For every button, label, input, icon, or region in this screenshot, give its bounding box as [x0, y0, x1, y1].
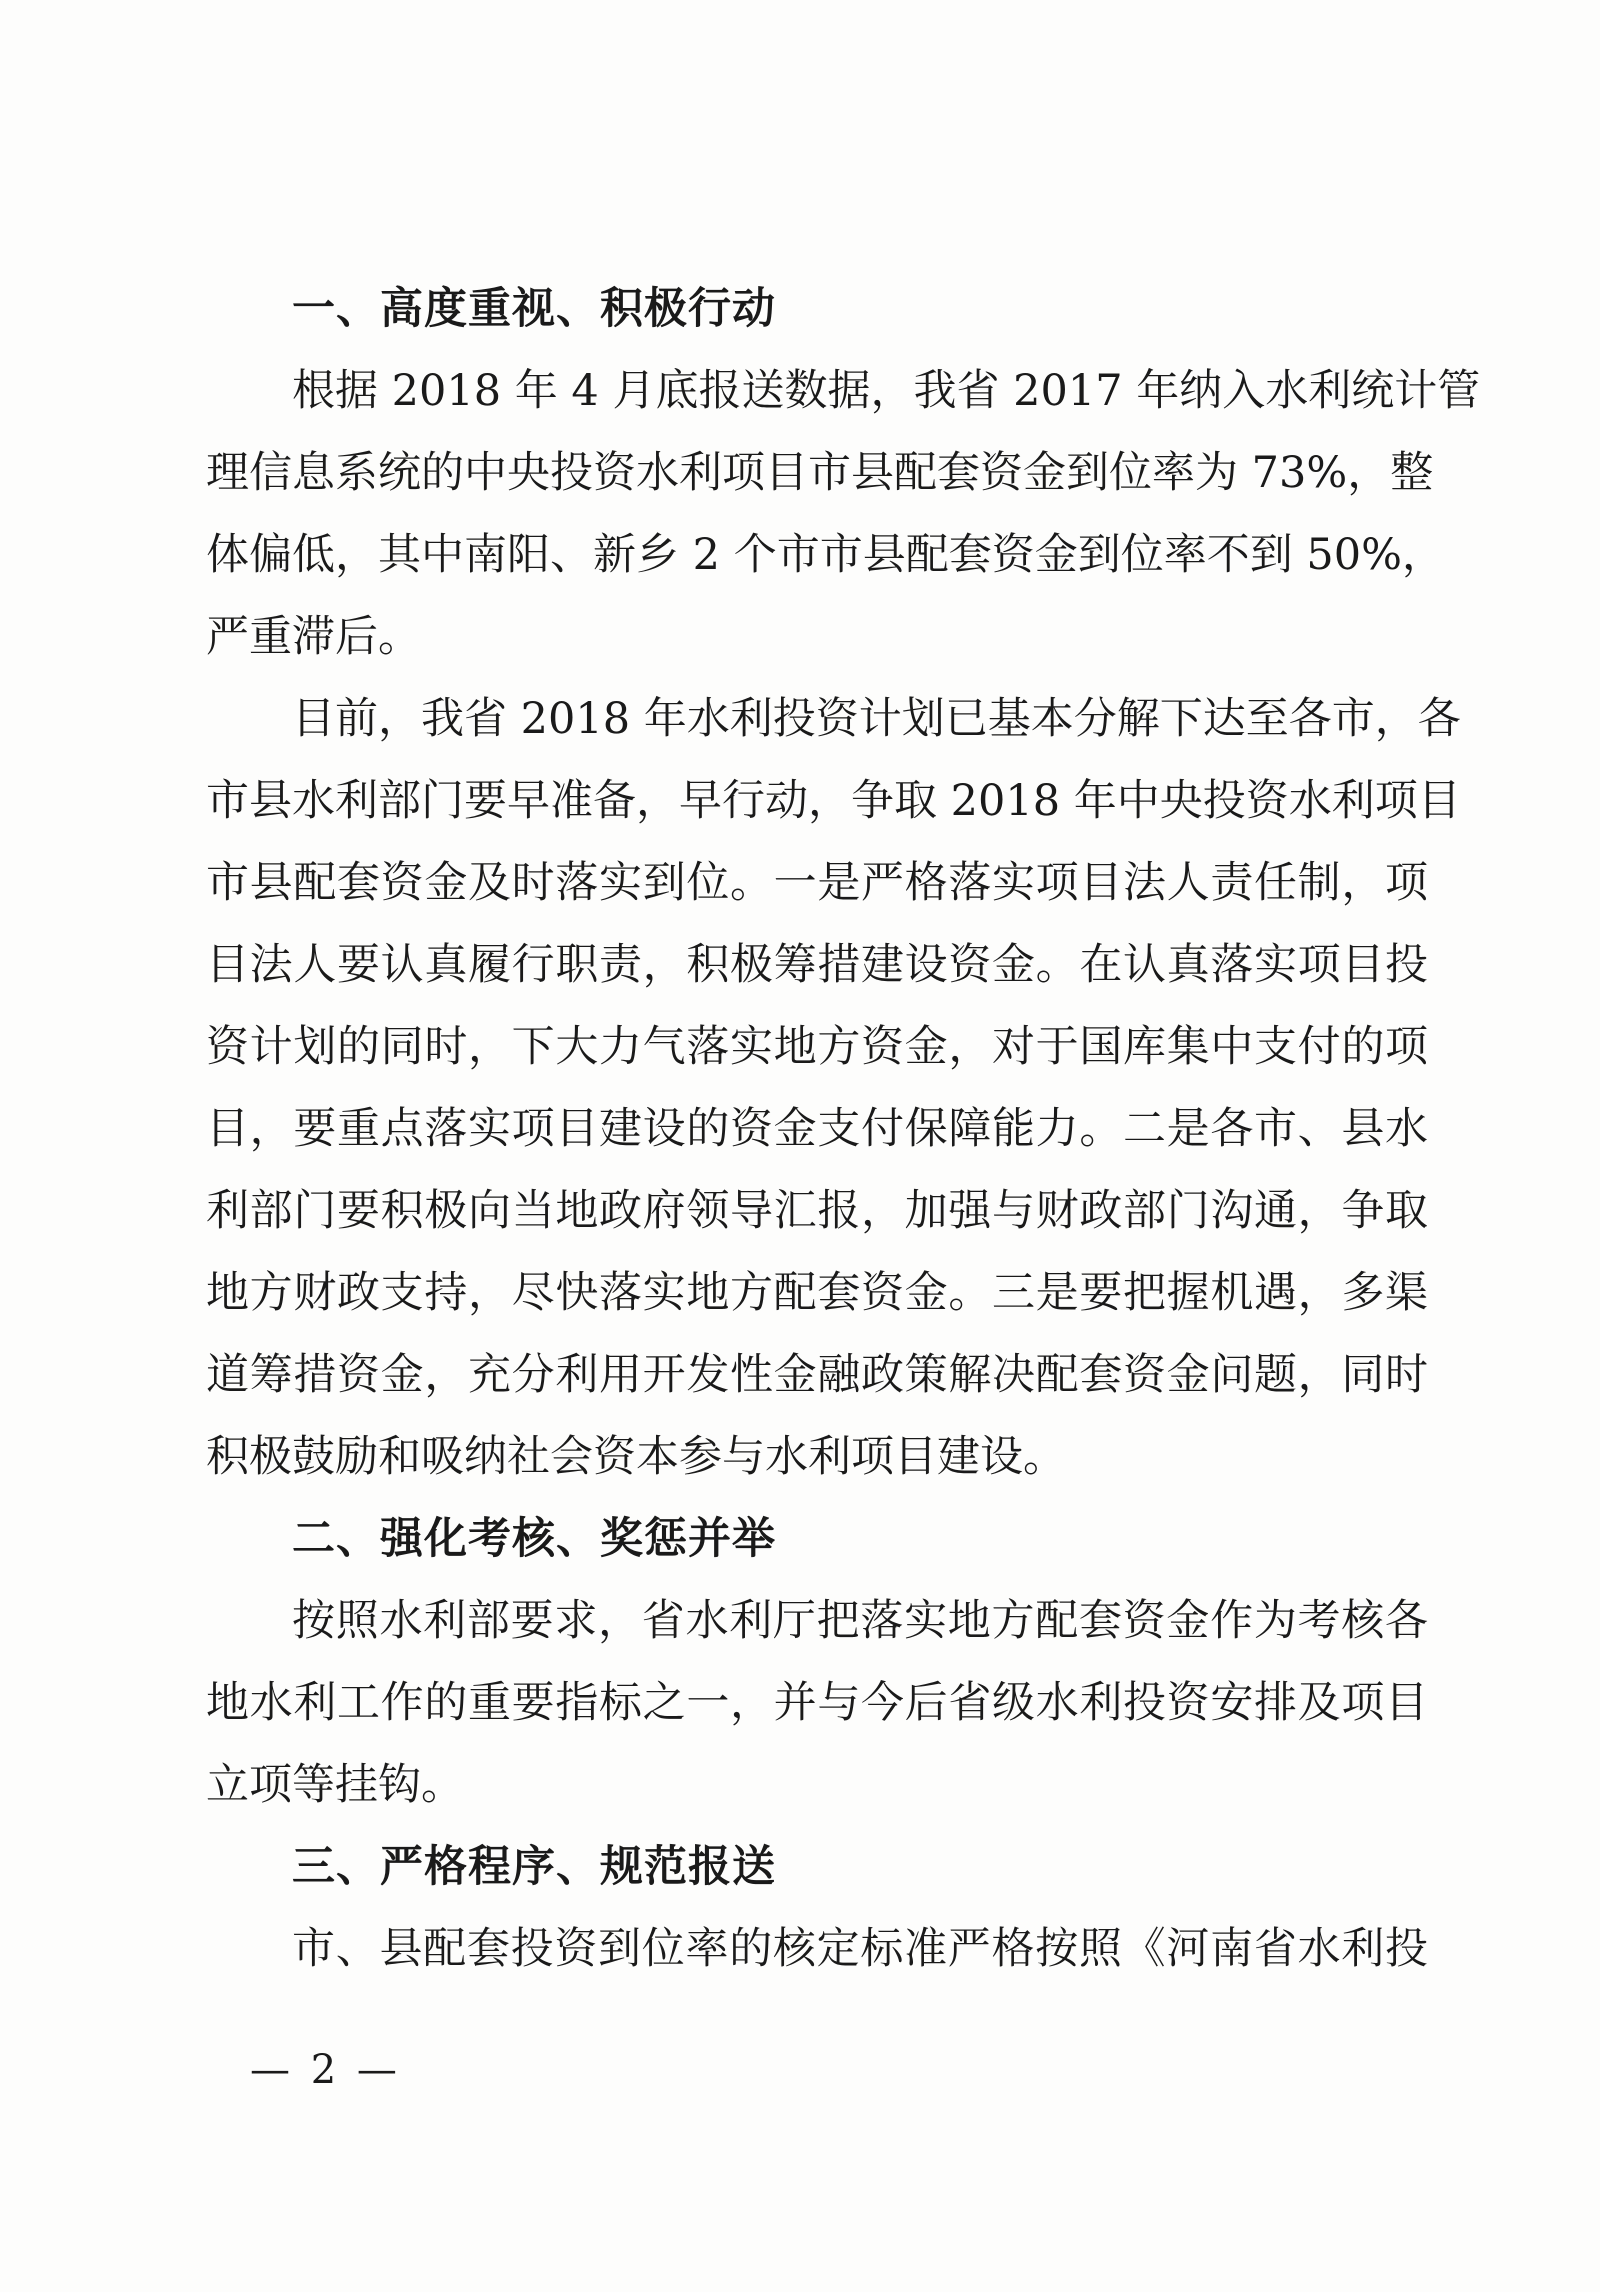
paragraph-line: 目前，我省 2018 年水利投资计划已基本分解下达至各市，各 — [292, 694, 1461, 744]
paragraph-line: 按照水利部要求，省水利厅把落实地方配套资金作为考核各 — [292, 1596, 1428, 1646]
paragraph-4 — [206, 1908, 1428, 1990]
paragraph-line: 利部门要积极向当地政府领导汇报，加强与财政部门沟通，争取 — [206, 1186, 1428, 1236]
paragraph-line: 道筹措资金，充分利用开发性金融政策解决配套资金问题，同时 — [206, 1350, 1428, 1400]
page-number: — 2 — — [250, 2047, 401, 2093]
paragraph-line: 积极鼓励和吸纳社会资本参与水利项目建设。 — [206, 1432, 1066, 1482]
paragraph-line: 根据 2018 年 4 月底报送数据，我省 2017 年纳入水利统计管 — [292, 366, 1481, 416]
paragraph-line: 严重滞后。 — [206, 612, 421, 662]
section-heading-2: 二、强化考核、奖惩并举 — [292, 1514, 776, 1564]
paragraph-line: 立项等挂钩。 — [206, 1760, 464, 1810]
paragraph-3 — [206, 1580, 1428, 1826]
paragraph-line: 体偏低，其中南阳、新乡 2 个市市县配套资金到位率不到 50%， — [206, 530, 1445, 580]
paragraph-line: 市、县配套投资到位率的核定标准严格按照《河南省水利投 — [292, 1924, 1428, 1974]
paragraph-line: 资计划的同时，下大力气落实地方资金，对于国库集中支付的项 — [206, 1022, 1428, 1072]
paragraph-line: 市县配套资金及时落实到位。一是严格落实项目法人责任制，项 — [206, 858, 1428, 908]
paragraph-1 — [206, 350, 1481, 678]
document-body — [206, 268, 1481, 1990]
paragraph-2 — [206, 678, 1461, 1498]
paragraph-line: 理信息系统的中央投资水利项目市县配套资金到位率为 73%，整 — [206, 448, 1434, 498]
section-heading-3: 三、严格程序、规范报送 — [292, 1842, 776, 1892]
paragraph-line: 地水利工作的重要指标之一，并与今后省级水利投资安排及项目 — [206, 1678, 1428, 1728]
section-heading-1: 一、高度重视、积极行动 — [292, 284, 776, 334]
paragraph-line: 目，要重点落实项目建设的资金支付保障能力。二是各市、县水 — [206, 1104, 1428, 1154]
paragraph-line: 目法人要认真履行职责，积极筹措建设资金。在认真落实项目投 — [206, 940, 1428, 990]
paragraph-line: 地方财政支持，尽快落实地方配套资金。三是要把握机遇，多渠 — [206, 1268, 1428, 1318]
paragraph-line: 市县水利部门要早准备，早行动，争取 2018 年中央投资水利项目 — [206, 776, 1461, 826]
